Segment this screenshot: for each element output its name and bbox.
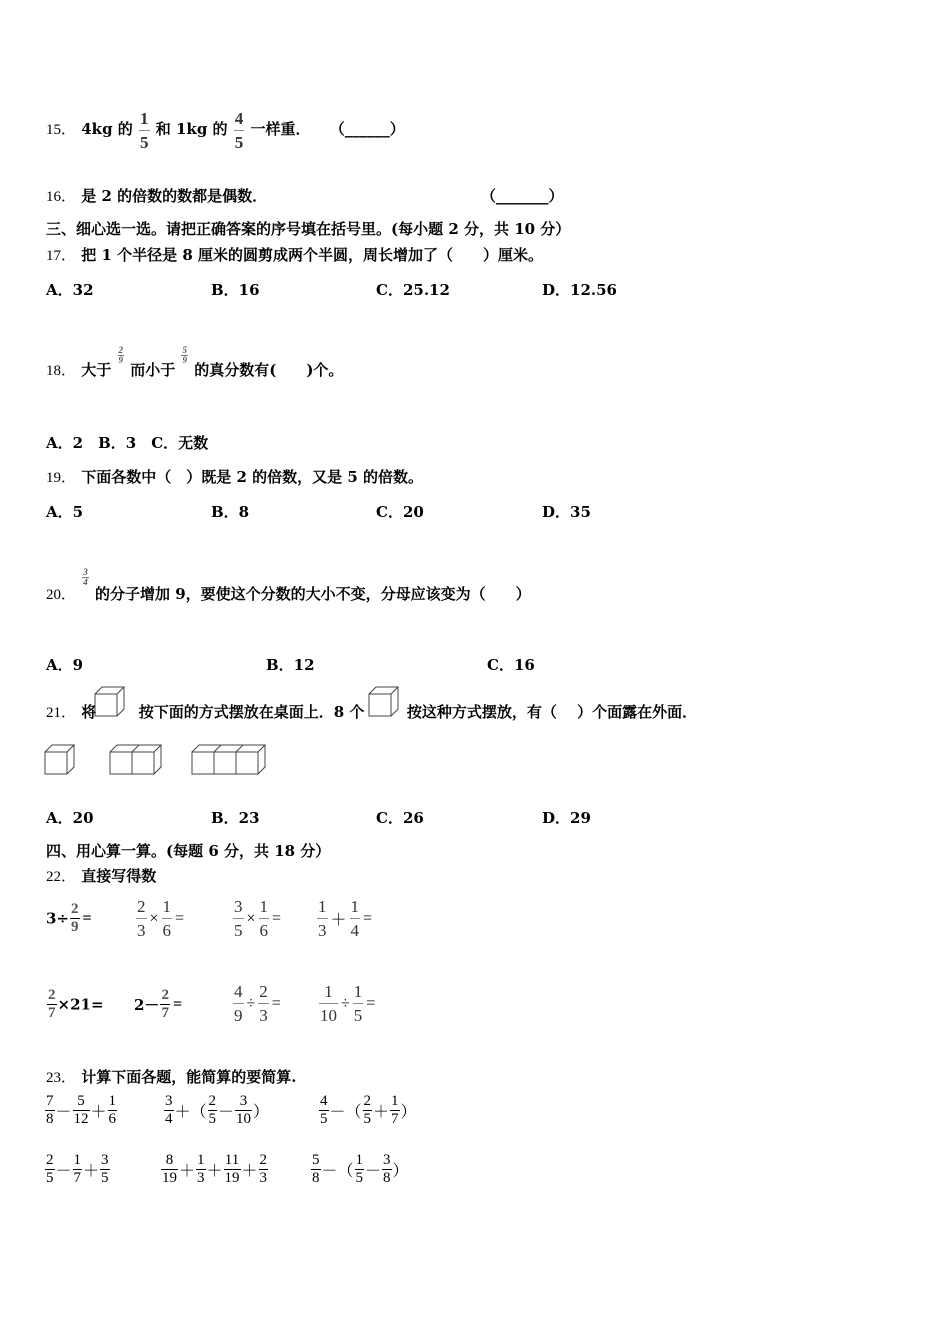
fraction: $\frac{2}{9}$ [71,901,79,935]
fraction: $\frac{4}{5}$ [320,1093,328,1127]
question-text: 将 [81,703,97,721]
question-number: 17． [46,248,77,264]
option-b[interactable]: B．8 [211,503,250,521]
cube-icon [94,686,126,718]
question-18 [46,346,343,380]
question-20 [46,568,531,604]
question-16 [46,187,267,206]
fraction: $\frac{3}{8}$ [383,1152,391,1186]
question-text: 计算下面各题，能简算的要简算. [81,1068,297,1086]
option-d[interactable]: D．35 [542,503,591,521]
calc-item: $\frac{4}{9}$ ÷ $\frac{2}{3}$ = [234,982,281,1025]
fraction: $\frac{8}{19}$ [162,1152,177,1186]
fraction: $\frac{1}{5}$ [355,1152,364,1186]
question-text: 的真分数有( )个。 [194,361,344,379]
cube-icon [368,686,400,718]
calc-expression: $\frac{4}{5}$ －（ $\frac{2}{5}$ ＋ $\frac{1}{7}$ ） [320,1093,417,1127]
calc-expression: $\frac{8}{19}$ ＋ $\frac{1}{3}$ ＋ $\frac{11}{19}$ ＋ $\frac{2}{3}$ [162,1152,268,1186]
question-19 [46,468,423,487]
answer-blank[interactable]: （_______） [481,187,564,205]
question-15 [46,106,405,152]
option-a[interactable]: A．9 [46,656,84,674]
calc-expression: $\frac{2}{5}$ － $\frac{1}{7}$ ＋ $\frac{3}{5}$ [46,1152,109,1186]
question-number: 20． [46,587,77,603]
cube-arrangement-3-icon [191,744,267,776]
fraction: $\frac{1}{7}$ [391,1093,399,1127]
option-c[interactable]: C．16 [487,656,535,674]
fraction: $\frac{2}{3}$ [137,897,146,940]
fraction: $\frac{5}{9}$ [182,345,187,365]
fraction: $\frac{3}{10}$ [236,1093,252,1127]
calc-item: $\frac{1}{10}$ ÷ $\frac{1}{5}$ = [320,982,376,1025]
question-text: 和 1kg 的 [155,120,228,138]
calc-item: $\frac{2}{7}$ ×21= [48,987,104,1021]
option-b[interactable]: B．23 [211,809,260,827]
section-title: 三、细心选一选。请把正确答案的序号填在括号里。(每小题 2 分，共 10 分） [46,220,571,238]
fraction: $\frac{2}{7}$ [48,987,56,1021]
option-a[interactable]: A．5 [46,503,84,521]
fraction: $\frac{2}{5}$ [363,1093,372,1127]
calc-item: 2－ $\frac{2}{7}$ = [134,987,183,1021]
question-text: 而小于 [130,361,176,379]
option-c[interactable]: C．25.12 [376,281,450,299]
fraction: $\frac{3}{4}$ [83,567,88,587]
calc-expression: $\frac{5}{8}$ －（ $\frac{1}{5}$ － $\frac{3}{8}$ ） [312,1152,409,1186]
option-b[interactable]: B．16 [211,281,260,299]
fraction: $\frac{1}{10}$ [320,982,337,1025]
question-number: 22． [46,869,77,885]
fraction: $\frac{1}{5}$ [353,982,363,1025]
fraction: $\frac{2}{3}$ [259,1152,268,1186]
cube-arrangement-1-icon [44,744,76,776]
section-title: 四、用心算一算。(每题 6 分，共 18 分） [46,842,331,860]
question-text: 4kg 的 [81,120,133,138]
option-d[interactable]: D．12.56 [542,281,617,299]
fraction: $\frac{5}{8}$ [312,1152,320,1186]
option-c[interactable]: C．20 [376,503,424,521]
question-23 [46,1068,296,1087]
option-a[interactable]: A．20 [46,809,94,827]
calc-expression: $\frac{3}{4}$ ＋（ $\frac{2}{5}$ － $\frac{3}{10}$ ） [165,1093,270,1127]
option-a[interactable]: A．32 [46,281,94,299]
question-text: 按这种方式摆放，有（ ）个面露在外面． [406,703,698,721]
question-number: 16． [46,189,77,205]
option-d[interactable]: D．29 [542,809,591,827]
option-b[interactable]: B．12 [266,656,315,674]
cube-arrangement-2-icon [109,744,163,776]
question-text: 大于 [81,361,112,379]
calc-item: 3÷ $\frac{2}{9}$ = [46,901,92,935]
question-number: 18． [46,363,77,379]
fraction: $\frac{2}{5}$ [208,1093,217,1127]
option-c[interactable]: C．26 [376,809,424,827]
question-text: 的分子增加 9，要使这个分数的大小不变，分母应该变为（ ） [94,585,531,603]
fraction: $\frac{3}{5}$ [234,897,243,940]
calc-item: $\frac{2}{3}$ × $\frac{1}{6}$ = [137,897,185,940]
fraction: $\frac{1}{3}$ [197,1152,205,1186]
fraction: $\frac{4}{5}$ [234,108,244,152]
fraction: $\frac{1}{5}$ [140,108,149,152]
question-text: 按下面的方式摆放在桌面上．8 个 [138,703,365,721]
fraction: $\frac{1}{3}$ [318,897,327,940]
fraction: $\frac{11}{19}$ [224,1152,240,1186]
answer-blank[interactable]: （______） [329,120,405,138]
fraction: $\frac{2}{7}$ [161,987,169,1021]
fraction: $\frac{1}{6}$ [259,897,269,940]
question-text: 是 2 的倍数的数都是偶数． [81,187,268,205]
fraction: $\frac{2}{9}$ [118,345,123,365]
fraction: $\frac{1}{6}$ [162,897,172,940]
calc-item: $\frac{3}{5}$ × $\frac{1}{6}$ = [234,897,282,940]
fraction: $\frac{1}{7}$ [73,1152,82,1186]
options-row[interactable]: A．2 B．3 C．无数 [46,434,209,452]
fraction: $\frac{2}{5}$ [46,1152,54,1186]
question-text: 一样重． [250,120,311,138]
question-number: 15． [46,122,77,138]
question-number: 19． [46,470,77,486]
calc-expression: $\frac{7}{8}$ － $\frac{5}{12}$ ＋ $\frac{1}{6}$ [46,1093,117,1127]
fraction: $\frac{3}{4}$ [165,1093,173,1127]
question-17 [46,246,543,265]
fraction: $\frac{4}{9}$ [234,982,243,1025]
question-number: 21． [46,705,77,721]
question-22 [46,867,156,886]
question-number: 23． [46,1070,77,1086]
fraction: $\frac{1}{6}$ [108,1093,117,1127]
fraction: $\frac{3}{5}$ [101,1152,109,1186]
question-text: 下面各数中（ ）既是 2 的倍数，又是 5 的倍数。 [81,468,424,486]
fraction: $\frac{2}{3}$ [259,982,268,1025]
question-text: 直接写得数 [81,867,157,885]
fraction: $\frac{7}{8}$ [46,1093,54,1127]
fraction: $\frac{1}{4}$ [350,897,360,940]
question-text: 把 1 个半径是 8 厘米的圆剪成两个半圆，周长增加了（ ）厘米。 [81,246,544,264]
fraction: $\frac{5}{12}$ [73,1093,89,1127]
calc-item: $\frac{1}{3}$ ＋ $\frac{1}{4}$ = [318,897,373,940]
